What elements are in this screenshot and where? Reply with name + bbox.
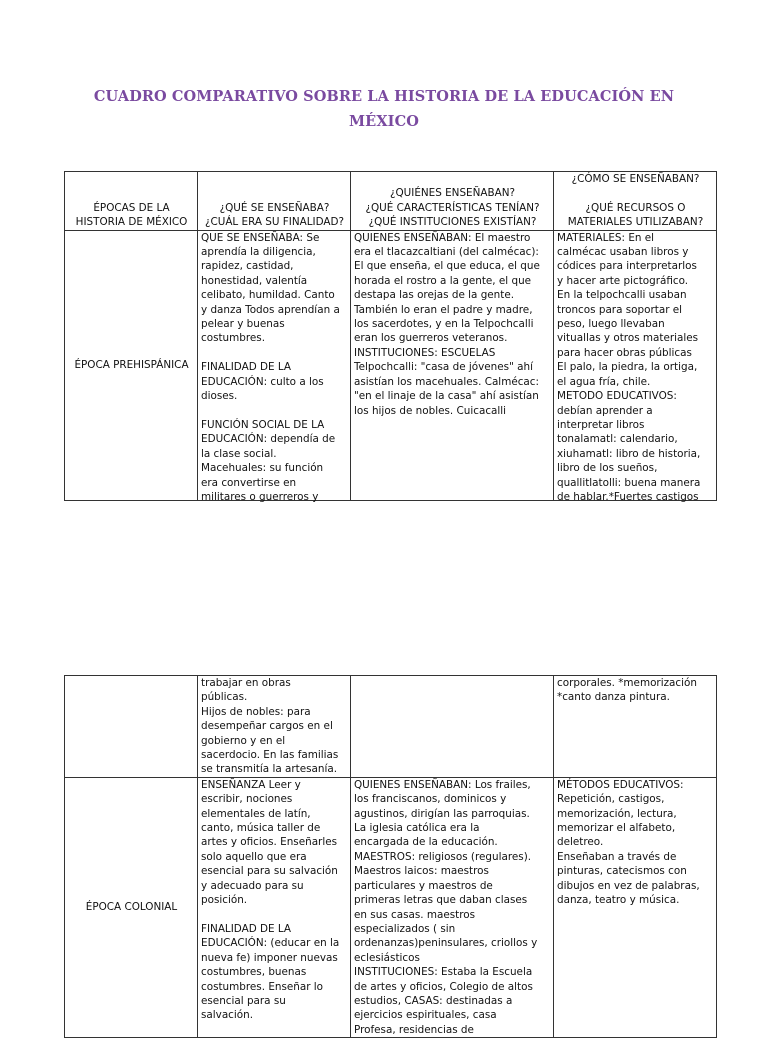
header-who-taught: ¿QUIÉNES ENSEÑABAN? ¿QUÉ CARACTERÍSTICAS TENÍAN? ¿QUÉ INSTITUCIONES EXISTÍAN?	[351, 172, 554, 231]
cell-continuacion-como: corporales. *memorización *canto danza pintura.	[554, 676, 717, 778]
document-title	[60, 84, 708, 134]
epoch-continuacion	[65, 676, 198, 778]
cell-colonial-que: ENSEÑANZA Leer y escribir, nociones elementales de latín, canto, música taller de artes y oficios. Enseñarles solo aquello que era esencial para su salvación y adecuado para su posición. FINALIDAD DE LA EDUCACIÓN: (educar en la nueva fe) imponer nuevas costumbres, buenas costumbres. Enseñar lo esencial para su salvación.	[198, 777, 351, 1037]
cell-prehispanica-quienes: QUIENES ENSEÑABAN: El maestro era el tlacazcaltiani (del calmécac): El que enseña, el que educa, el que horada el rostro a la gente, el que destapa las orejas de la gente. También lo eran el padre y madre, los sacerdotes, y en la Telpochcalli eran los guerreros veteranos. INSTITUCIONES: ESCUELAS Telpochcalli: "casa de jóvenes" ahí asistían los macehuales. Calmécac: "en el linaje de la casa" ahí asistían los hijos de nobles. Cuicacalli	[351, 230, 554, 500]
title-line-2: MÉXICO	[349, 113, 419, 130]
row-continuacion	[65, 676, 717, 778]
header-how-taught: ¿CÓMO SE ENSEÑABAN? ¿QUÉ RECURSOS O MATERIALES UTILIZABAN?	[554, 172, 717, 231]
cell-prehispanica-como: MATERIALES: En el calmécac usaban libros y códices para interpretarlos y hacer arte pictográfico. En la telpochcalli usaban troncos para soportar el peso, luego llevaban vituallas y otros materiales para hacer obras públicas El palo, la piedra, la ortiga, el agua fría, chile. METODO EDUCATIVOS: debían aprender a interpretar libros tonalamatl: calendario, xiuhamatl: libro de historia, libro de los sueños, quallitlatolli: buena manera de hablar.*Fuertes castigos	[554, 230, 717, 500]
header-row	[65, 172, 717, 231]
cell-prehispanica-que: QUE SE ENSEÑABA: Se aprendía la diligencia, rapidez, castidad, honestidad, valentía celibato, humildad. Canto y danza Todos aprendían a pelear y buenas costumbres. FINALIDAD DE LA EDUCACIÓN: culto a los dioses. FUNCIÓN SOCIAL DE LA EDUCACIÓN: dependía de la clase social. Macehuales: su función era convertirse en militares o guerreros y	[198, 230, 351, 500]
cell-colonial-quienes: QUIENES ENSEÑABAN: Los frailes, los franciscanos, dominicos y agustinos, dirigían las parroquias. La iglesia católica era la encargada de la educación. MAESTROS: religiosos (regulares). Maestros laicos: maestros particulares y maestros de primeras letras que daban clases en sus casas. maestros especializados ( sin ordenanzas)peninsulares, criollos y eclesiásticos INSTITUCIONES: Estaba la Escuela de artes y oficios, Colegio de altos estudios, CASAS: destinadas a ejercicios espirituales, casa Profesa, residencias de	[351, 777, 554, 1037]
header-what-taught: ¿QUÉ SE ENSEÑABA? ¿CUÁL ERA SU FINALIDAD?	[198, 172, 351, 231]
row-prehispanica	[65, 230, 717, 500]
epoch-prehispanica: ÉPOCA PREHISPÁNICA	[65, 230, 198, 500]
row-colonial	[65, 777, 717, 1037]
header-epochs: ÉPOCAS DE LA HISTORIA DE MÉXICO	[65, 172, 198, 231]
title-line-1: CUADRO COMPARATIVO SOBRE LA HISTORIA DE LA EDUCACIÓN EN	[93, 88, 675, 105]
cell-continuacion-que: trabajar en obras públicas. Hijos de nobles: para desempeñar cargos en el gobierno y en el sacerdocio. En las familias se transmitía la artesanía.	[198, 676, 351, 778]
cell-colonial-como: MÉTODOS EDUCATIVOS: Repetición, castigos, memorización, lectura, memorizar el alfabeto, deletreo. Enseñaban a través de pinturas, catecismos con dibujos en vez de palabras, danza, teatro y música.	[554, 777, 717, 1037]
comparison-table-page-2	[64, 675, 717, 1038]
comparison-table-page-1	[64, 171, 717, 501]
cell-continuacion-quienes	[351, 676, 554, 778]
epoch-colonial: ÉPOCA COLONIAL	[65, 777, 198, 1037]
